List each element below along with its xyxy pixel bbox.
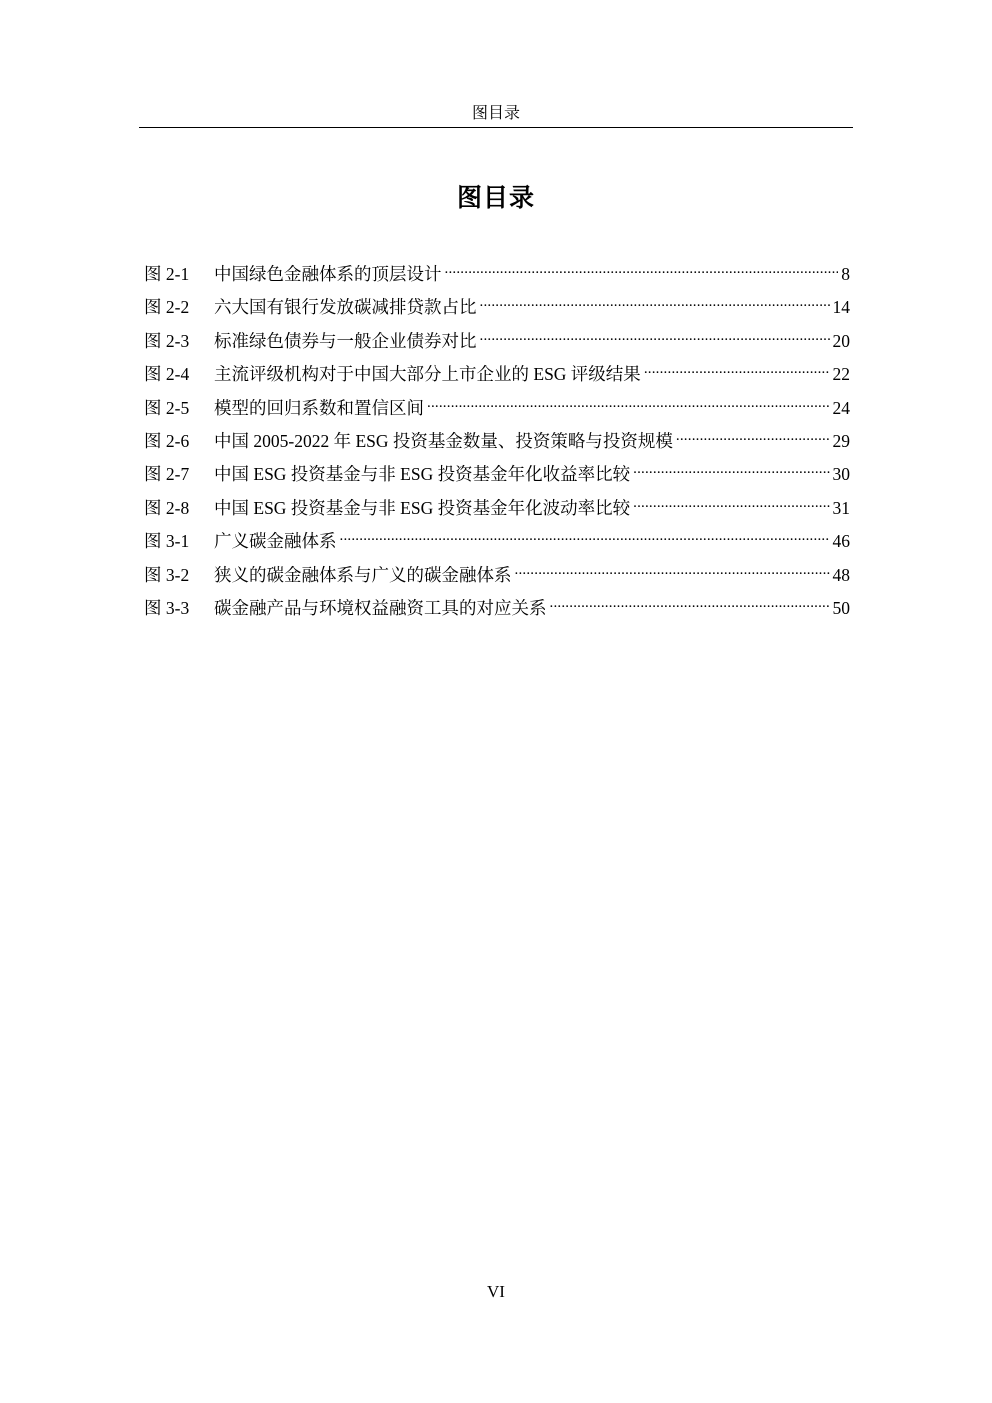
toc-entry[interactable]	[144, 321, 850, 354]
toc-entry-label: 图 2-3	[144, 330, 190, 351]
toc-dot-leader	[480, 321, 830, 347]
toc-entry-title: 标准绿色债券与一般企业债券对比	[214, 330, 477, 351]
toc-entry-page: 29	[832, 430, 850, 451]
toc-entry-title: 模型的回归系数和置信区间	[214, 397, 424, 418]
page-title: 图目录	[456, 183, 535, 212]
figure-toc-list	[144, 254, 850, 621]
toc-entry-title: 广义碳金融体系	[214, 531, 337, 552]
toc-entry[interactable]	[144, 488, 850, 521]
toc-entry[interactable]	[144, 588, 850, 621]
toc-dot-leader	[633, 454, 829, 480]
toc-entry[interactable]	[144, 354, 850, 387]
toc-dot-leader	[550, 588, 830, 614]
toc-entry-label: 图 2-1	[144, 264, 190, 284]
toc-entry[interactable]	[144, 421, 850, 454]
header-divider	[139, 127, 853, 128]
page-number: VI	[487, 1282, 505, 1301]
toc-dot-leader	[427, 388, 830, 414]
toc-entry-page: 46	[832, 531, 850, 552]
toc-entry[interactable]	[144, 555, 850, 588]
toc-entry-page: 30	[832, 464, 850, 485]
toc-entry-label: 图 3-1	[144, 531, 190, 552]
toc-entry-page: 14	[832, 297, 850, 318]
toc-entry-label: 图 3-3	[144, 597, 190, 618]
toc-entry-title: 主流评级机构对于中国大部分上市企业的 ESG 评级结果	[214, 364, 641, 385]
toc-dot-leader	[480, 287, 830, 313]
toc-entry[interactable]	[144, 287, 850, 320]
toc-entry[interactable]	[144, 454, 850, 487]
toc-dot-leader	[445, 254, 839, 280]
toc-entry[interactable]	[144, 254, 850, 287]
toc-dot-leader	[340, 521, 830, 547]
toc-entry-page: 48	[832, 564, 850, 585]
toc-entry[interactable]	[144, 388, 850, 421]
toc-entry-title: 碳金融产品与环境权益融资工具的对应关系	[214, 597, 547, 618]
toc-entry-title: 中国绿色金融体系的顶层设计	[214, 264, 442, 284]
toc-entry-page: 8	[841, 264, 850, 284]
toc-entry-page: 50	[832, 597, 850, 618]
toc-entry-label: 图 2-7	[144, 464, 190, 485]
toc-entry-label: 图 3-2	[144, 564, 190, 585]
toc-entry-label: 图 2-8	[144, 497, 190, 518]
toc-dot-leader	[515, 555, 830, 581]
toc-entry-label: 图 2-4	[144, 364, 190, 385]
toc-entry-title: 中国 2005-2022 年 ESG 投资基金数量、投资策略与投资规模	[214, 430, 673, 451]
toc-entry-page: 31	[832, 497, 850, 518]
toc-entry-title: 狭义的碳金融体系与广义的碳金融体系	[214, 564, 512, 585]
toc-entry-label: 图 2-6	[144, 430, 190, 451]
toc-entry-label: 图 2-2	[144, 297, 190, 318]
toc-entry-title: 中国 ESG 投资基金与非 ESG 投资基金年化收益率比较	[214, 464, 631, 485]
toc-entry-title: 中国 ESG 投资基金与非 ESG 投资基金年化波动率比较	[214, 497, 631, 518]
toc-dot-leader	[676, 421, 830, 447]
toc-entry-page: 24	[832, 397, 850, 418]
toc-dot-leader	[644, 354, 830, 380]
running-header: 图目录	[471, 105, 520, 122]
toc-dot-leader	[633, 488, 829, 514]
toc-entry-page: 20	[832, 330, 850, 351]
toc-entry-label: 图 2-5	[144, 397, 190, 418]
toc-entry[interactable]	[144, 521, 850, 554]
toc-entry-page: 22	[832, 364, 850, 385]
toc-entry-title: 六大国有银行发放碳减排贷款占比	[214, 297, 477, 318]
